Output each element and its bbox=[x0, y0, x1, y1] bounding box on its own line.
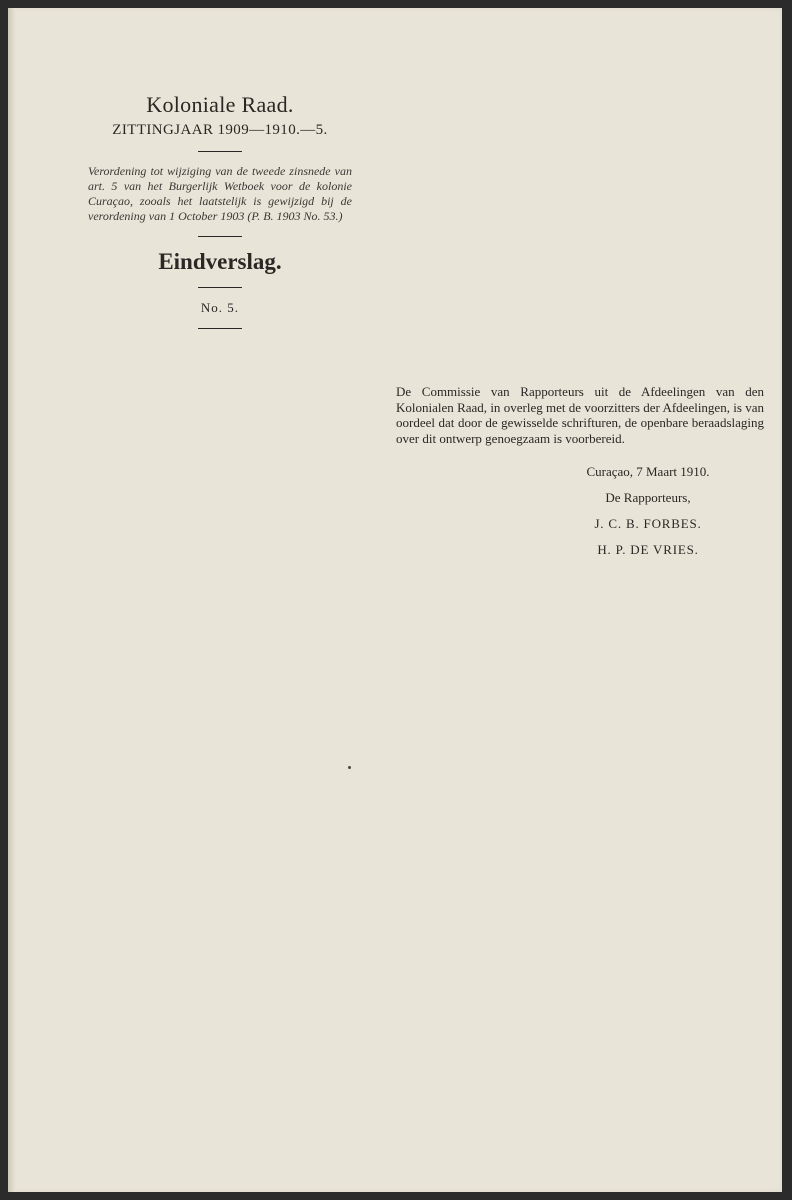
document-page bbox=[8, 8, 782, 1192]
ink-speck bbox=[348, 766, 351, 769]
report-body bbox=[396, 384, 764, 558]
council-title: Koloniale Raad. bbox=[146, 92, 294, 117]
report-number: No. 5. bbox=[200, 300, 240, 315]
divider bbox=[198, 328, 242, 329]
divider bbox=[198, 236, 242, 237]
divider bbox=[198, 287, 242, 288]
session-year: ZITTINGJAAR 1909—1910.—5. bbox=[112, 122, 328, 138]
signatory-name: H. P. DE VRIES. bbox=[597, 542, 699, 557]
signatory-title: De Rapporteurs, bbox=[605, 490, 691, 505]
page-binding-edge bbox=[8, 8, 16, 1192]
ordinance-subject: Verordening tot wijziging van de tweede zinsnede van art. 5 van het Burgerlijk Wetboek voor de kolonie Curaçao, zooals het laatstelijk is gewijzigd bij de verordening van 1 October 1903 (P. B. 1903 No. 53.) bbox=[88, 164, 352, 223]
divider bbox=[198, 151, 242, 152]
report-paragraph: De Commissie van Rapporteurs uit de Afdeelingen van den Kolonialen Raad, in overleg met de voorzitters der Afdeelingen, is van oordeel dat door de gewisselde schrifturen, de openbare beraadslaging over dit ontwerp genoegzaam is voorbereid. bbox=[396, 384, 764, 446]
place-date: Curaçao, 7 Maart 1910. bbox=[586, 464, 710, 479]
document-header bbox=[88, 92, 352, 341]
signatory-name: J. C. B. FORBES. bbox=[594, 516, 702, 531]
report-heading: Eindverslag. bbox=[158, 249, 282, 274]
